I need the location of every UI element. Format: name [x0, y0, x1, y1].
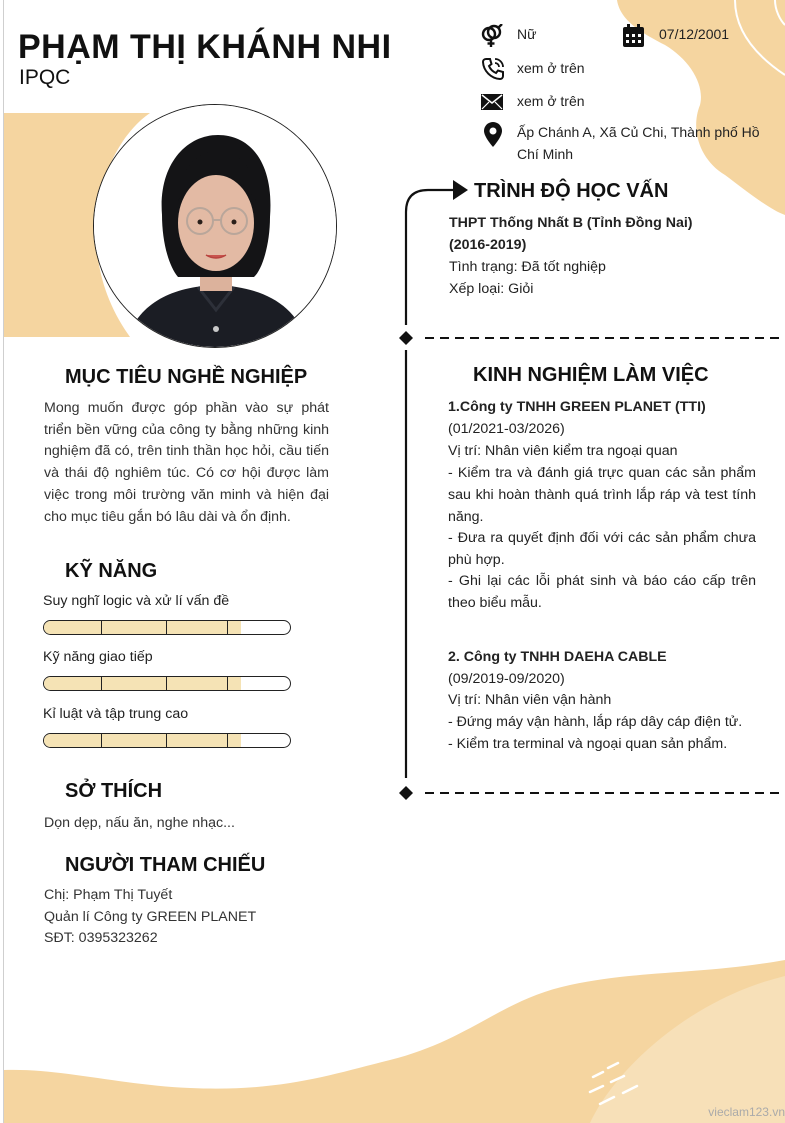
skill-bar: [43, 676, 291, 691]
job-duty: - Đưa ra quyết định đối với các sản phẩm chưa phù hợp.: [448, 530, 756, 568]
email-icon: [481, 94, 503, 110]
skill-bar-fill: [44, 677, 241, 690]
hobbies-text: Dọn dẹp, nấu ăn, nghe nhạc...: [44, 815, 235, 831]
skill-bar: [43, 620, 291, 635]
job-company: 2. Công ty TNHH DAEHA CABLE: [448, 649, 667, 665]
job-period: (01/2021-03/2026): [448, 421, 565, 437]
skill-bar-tick: [166, 677, 167, 690]
education-years: (2016-2019): [449, 237, 527, 253]
reference-position: Quản lí Công ty GREEN PLANET: [44, 909, 257, 925]
birthdate-value: 07/12/2001: [659, 26, 730, 42]
job-duty: - Kiểm tra và đánh giá trực quan các sản phẩm sau khi hoàn thành quá trình lắp ráp và test tính năng.: [448, 465, 756, 525]
skill-bar-tick: [227, 677, 228, 690]
education-school: THPT Thống Nhất B (Tỉnh Đồng Nai): [449, 215, 693, 231]
candidate-role: IPQC: [19, 66, 71, 89]
job-company: 1.Công ty TNHH GREEN PLANET (TTI): [448, 399, 706, 415]
education-title: TRÌNH ĐỘ HỌC VẤN: [474, 180, 669, 202]
skill-label: Kỉ luật và tập trung cao: [43, 706, 189, 722]
experience-title: KINH NGHIỆM LÀM VIỆC: [473, 364, 709, 386]
job-duty: - Đứng máy vận hành, lắp ráp dây cáp điện tử.: [448, 714, 743, 730]
objective-text: Mong muốn được góp phần vào sự phát triển bền vững của công ty bằng những kinh nghiệm đã có, trên tinh thần học hỏi, cầu tiến và thái độ nghiêm túc. Có cơ hội được làm việc trong môi trường văn minh và hiện đại cho mục tiêu gắn bó lâu dài và ổn định.: [44, 400, 329, 525]
profile-photo: [93, 104, 337, 348]
skill-label: Suy nghĩ logic và xử lí vấn đề: [43, 593, 230, 609]
job-position: Vị trí: Nhân viên vận hành: [448, 692, 612, 708]
reference-phone: SĐT: 0395323262: [44, 930, 158, 946]
email-value: xem ở trên: [517, 93, 585, 109]
reference-name: Chị: Phạm Thị Tuyết: [44, 887, 173, 903]
watermark: vieclam123.vn: [708, 1105, 785, 1119]
calendar-icon: [622, 24, 645, 48]
job-position: Vị trí: Nhân viên kiểm tra ngoại quan: [448, 443, 678, 459]
education-status: Tình trạng: Đã tốt nghiệp: [449, 259, 606, 275]
address-line-2: Chí Minh: [517, 146, 574, 162]
portrait-illustration: [94, 105, 337, 348]
skill-bar-fill: [44, 621, 241, 634]
skill-bar-tick: [101, 677, 102, 690]
job-duty: - Ghi lại các lỗi phát sinh và báo cáo cấp trên theo biểu mẫu.: [448, 573, 756, 611]
education-rank: Xếp loại: Giỏi: [449, 281, 534, 297]
address-line-1: Ấp Chánh A, Xã Củ Chi, Thành phố Hồ: [517, 124, 760, 140]
objective-title: MỤC TIÊU NGHỀ NGHIỆP: [65, 366, 308, 388]
skill-label: Kỹ năng giao tiếp: [43, 649, 153, 665]
skill-bar-tick: [227, 734, 228, 747]
skill-bar-tick: [166, 734, 167, 747]
job-duty: - Kiểm tra terminal và ngoại quan sản phẩm.: [448, 736, 728, 752]
job-period: (09/2019-09/2020): [448, 671, 565, 687]
reference-title: NGƯỜI THAM CHIẾU: [65, 854, 266, 876]
gender-icon: [480, 24, 504, 48]
skill-bar-tick: [101, 734, 102, 747]
phone-icon: [481, 57, 505, 81]
skill-bar-tick: [101, 621, 102, 634]
location-pin-icon: [484, 122, 502, 147]
skill-bar-tick: [227, 621, 228, 634]
hobbies-title: SỞ THÍCH: [65, 780, 163, 802]
phone-value: xem ở trên: [517, 60, 585, 76]
skill-bar-tick: [166, 621, 167, 634]
skill-bar-fill: [44, 734, 241, 747]
candidate-name: PHẠM THỊ KHÁNH NHI: [18, 28, 392, 66]
gender-value: Nữ: [517, 26, 537, 42]
skill-bar: [43, 733, 291, 748]
skills-title: KỸ NĂNG: [65, 560, 158, 582]
